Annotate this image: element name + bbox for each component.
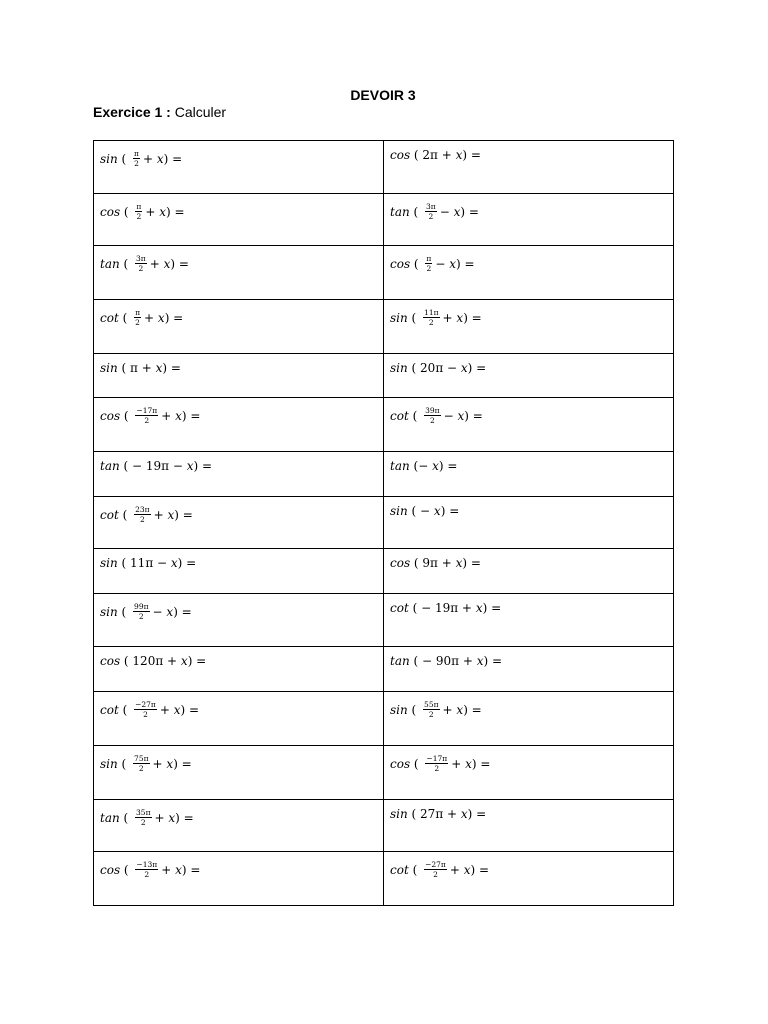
expression-rest: + x) = [161, 863, 201, 877]
expression-rest: − x) = [435, 257, 475, 271]
fraction-denominator: 2 [426, 264, 432, 273]
table-row [94, 194, 674, 246]
fraction-denominator: 2 [139, 515, 145, 524]
expression-rest: − x) = [439, 205, 479, 219]
expression-body: 120π + x) = [132, 654, 207, 668]
fraction-denominator: 2 [144, 870, 150, 879]
trig-expression: sin ( 27π + x) = [390, 807, 487, 821]
expression-body: − 19π − x) = [132, 459, 213, 473]
formula-cell [384, 497, 674, 549]
expression-rest: + x) = [159, 703, 200, 717]
expression-rest: + x) = [154, 811, 194, 825]
formula-cell [384, 852, 674, 906]
formula-cell [384, 246, 674, 300]
fraction [135, 808, 151, 827]
fraction-numerator: 3π [136, 254, 146, 263]
table-row [94, 594, 674, 647]
function-name: sin [390, 311, 408, 325]
expression-rest: + x) = [442, 311, 482, 325]
function-name: tan [390, 205, 410, 219]
table-row [94, 647, 674, 692]
table-row [94, 398, 674, 452]
exercise-heading [93, 104, 226, 120]
fraction-denominator: 2 [429, 416, 435, 425]
formula-cell [384, 800, 674, 852]
expression-body: 11π − x) = [130, 556, 197, 570]
formula-cell [94, 647, 384, 692]
fraction-denominator: 2 [143, 710, 148, 719]
fraction-numerator: 39π [425, 406, 440, 415]
fraction [423, 700, 439, 719]
fraction [134, 505, 150, 524]
fraction-numerator: −27π [425, 860, 446, 869]
fraction-numerator: 11π [424, 308, 439, 317]
trig-expression: cot ( $\frac{23\pi}{2}$ + x) = [100, 505, 193, 524]
function-name: sin [100, 152, 118, 166]
trig-expression: sin ( $\frac{\pi}{2}$ + x) = [100, 149, 183, 168]
function-name: tan [390, 459, 410, 473]
expression-rest: − x) = [152, 605, 192, 619]
fraction [133, 602, 149, 621]
fraction-numerator: −27π [135, 700, 156, 709]
trig-expression: cos ( $\frac{-13\pi}{2}$ + x) = [100, 860, 201, 879]
formula-cell [94, 746, 384, 800]
table-row [94, 354, 674, 398]
trig-expression: cot ( $\frac{\pi}{2}$ + x) = [100, 308, 184, 327]
expression-rest: + x) = [149, 257, 189, 271]
fraction-numerator: 55π [424, 700, 439, 709]
trig-expression: sin ( $\frac{55\pi}{2}$ + x) = [390, 700, 482, 719]
expression-rest: + x) = [153, 508, 193, 522]
fraction-denominator: 2 [433, 870, 438, 879]
table-row [94, 800, 674, 852]
trig-expression: tan ( $\frac{3\pi}{2}$ + x) = [100, 254, 189, 273]
function-name: cot [390, 409, 409, 423]
fraction [135, 202, 142, 221]
expression-body: 9π + x) = [422, 556, 481, 570]
fraction [135, 254, 147, 273]
formula-cell [94, 692, 384, 746]
formula-cell [94, 452, 384, 497]
fraction-denominator: 2 [428, 212, 434, 221]
fraction-denominator: 2 [135, 318, 140, 327]
formula-cell [384, 692, 674, 746]
function-name: cot [390, 601, 409, 615]
table-row [94, 549, 674, 594]
trig-expression: cos ( 120π + x) = [100, 654, 207, 668]
trig-expression: cos ( $\frac{\pi}{2}$ − x) = [390, 254, 475, 273]
trig-expression: cos ( 9π + x) = [390, 556, 481, 570]
formula-cell [94, 194, 384, 246]
function-name: cos [390, 556, 411, 570]
function-name: cos [390, 757, 411, 771]
trig-expression: cos ( 2π + x) = [390, 148, 481, 162]
formula-cell [384, 398, 674, 452]
fraction [423, 308, 439, 327]
expression-rest: + x) = [161, 409, 201, 423]
expression-rest: + x) = [449, 863, 490, 877]
trig-expression: cos ( $\frac{\pi}{2}$ + x) = [100, 202, 185, 221]
exercise-instruction: Calculer [174, 104, 227, 120]
function-name: sin [390, 807, 408, 821]
expression-body: 2π + x) = [422, 148, 481, 162]
expression-body: π + x) = [130, 361, 181, 375]
fraction [424, 860, 447, 879]
fraction-denominator: 2 [434, 764, 440, 773]
expression-body: 20π − x) = [420, 361, 487, 375]
table-row [94, 452, 674, 497]
expression-rest: + x) = [144, 311, 184, 325]
expression-body: − 19π + x) = [417, 601, 502, 615]
formula-cell [94, 800, 384, 852]
trig-expression: sin ( π + x) = [100, 361, 181, 375]
function-name: sin [100, 757, 118, 771]
trig-expression: tan ( − 90π + x) = [390, 654, 503, 668]
formula-cell [384, 354, 674, 398]
fraction-numerator: π [136, 202, 142, 211]
fraction-numerator: π [134, 149, 139, 158]
trig-expression: tan (− x) = [390, 459, 458, 473]
fraction-numerator: −17π [136, 406, 158, 415]
fraction [135, 860, 158, 879]
expression-rest: − x) = [443, 409, 483, 423]
function-name: cot [100, 508, 119, 522]
expression-body: 27π + x) = [420, 807, 487, 821]
fraction-denominator: 2 [138, 612, 144, 621]
fraction [424, 406, 440, 425]
trig-expression: cot ( − 19π + x) = [390, 601, 502, 615]
exercise-label: Exercice 1 : [93, 104, 171, 120]
trig-expression: cot ( $\frac{39\pi}{2}$ − x) = [390, 406, 483, 425]
formula-cell [384, 452, 674, 497]
fraction-denominator: 2 [140, 818, 146, 827]
formula-cell [94, 246, 384, 300]
expression-body: − x) = [420, 504, 460, 518]
formula-cell [384, 194, 674, 246]
table-row [94, 300, 674, 354]
trig-expression: sin ( $\frac{99\pi}{2}$ − x) = [100, 602, 192, 621]
function-name: cos [100, 863, 121, 877]
formula-cell [94, 497, 384, 549]
expression-rest: + x) = [145, 205, 185, 219]
table-row [94, 497, 674, 549]
formula-cell [94, 852, 384, 906]
function-name: sin [100, 361, 118, 375]
function-name: cos [100, 409, 121, 423]
formula-cell [94, 354, 384, 398]
trig-expression: tan ( $\frac{3\pi}{2}$ − x) = [390, 202, 479, 221]
fraction-numerator: −17π [426, 754, 448, 763]
fraction-numerator: −13π [136, 860, 158, 869]
table-row [94, 746, 674, 800]
function-name: cos [390, 148, 411, 162]
function-name: sin [390, 703, 408, 717]
trig-expression: sin ( $\frac{11\pi}{2}$ + x) = [390, 308, 482, 327]
fraction [134, 700, 157, 719]
fraction [133, 754, 149, 773]
function-name: tan [100, 459, 120, 473]
fraction-denominator: 2 [138, 264, 144, 273]
fraction-denominator: 2 [428, 710, 434, 719]
table-row [94, 852, 674, 906]
trig-expression: tan ( − 19π − x) = [100, 459, 213, 473]
function-name: tan [390, 654, 410, 668]
fraction-denominator: 2 [136, 212, 142, 221]
expression-rest: + x) = [142, 152, 183, 166]
exercise-table [93, 140, 674, 906]
trig-expression: sin ( $\frac{75\pi}{2}$ + x) = [100, 754, 192, 773]
fraction-numerator: 99π [134, 602, 149, 611]
function-name: cot [100, 311, 119, 325]
fraction [135, 406, 158, 425]
fraction [425, 754, 448, 773]
formula-cell [94, 300, 384, 354]
table-row [94, 246, 674, 300]
trig-expression: sin ( 20π − x) = [390, 361, 487, 375]
expression-body: − 90π + x) = [422, 654, 503, 668]
formula-cell [384, 594, 674, 647]
function-name: cos [390, 257, 411, 271]
fraction [133, 149, 140, 168]
fraction-numerator: 75π [134, 754, 149, 763]
fraction-numerator: 35π [136, 808, 151, 817]
expression-rest: + x) = [451, 757, 491, 771]
trig-expression: sin ( − x) = [390, 504, 460, 518]
trig-expression: sin ( 11π − x) = [100, 556, 197, 570]
fraction-numerator: π [135, 308, 141, 317]
expression-rest: + x) = [152, 757, 192, 771]
trig-expression: tan ( $\frac{35\pi}{2}$ + x) = [100, 808, 194, 827]
expression-rest: + x) = [442, 703, 482, 717]
table-row [94, 692, 674, 746]
formula-cell [384, 141, 674, 194]
function-name: cot [100, 703, 119, 717]
fraction-denominator: 2 [134, 159, 139, 168]
formula-cell [384, 549, 674, 594]
fraction-denominator: 2 [428, 318, 434, 327]
fraction [134, 308, 141, 327]
fraction-numerator: π [426, 254, 432, 263]
trig-expression: cot ( $\frac{-27\pi}{2}$ + x) = [100, 700, 200, 719]
page-title: DEVOIR 3 [350, 87, 416, 103]
trig-expression: cot ( $\frac{-27\pi}{2}$ + x) = [390, 860, 490, 879]
formula-cell [384, 746, 674, 800]
formula-cell [94, 398, 384, 452]
trig-expression: cos ( $\frac{-17\pi}{2}$ + x) = [390, 754, 491, 773]
function-name: tan [100, 257, 120, 271]
fraction [425, 254, 432, 273]
formula-cell [94, 594, 384, 647]
fraction-denominator: 2 [138, 764, 144, 773]
expression-body: − x) = [418, 459, 458, 473]
formula-cell [384, 647, 674, 692]
function-name: cos [100, 205, 121, 219]
function-name: cot [390, 863, 409, 877]
trig-expression: cos ( $\frac{-17\pi}{2}$ + x) = [100, 406, 201, 425]
table-row [94, 141, 674, 194]
function-name: sin [390, 504, 408, 518]
fraction-denominator: 2 [144, 416, 150, 425]
formula-cell [94, 141, 384, 194]
fraction-numerator: 23π [135, 505, 150, 514]
function-name: tan [100, 811, 120, 825]
function-name: sin [100, 556, 118, 570]
function-name: cos [100, 654, 121, 668]
fraction [425, 202, 437, 221]
formula-cell [94, 549, 384, 594]
function-name: sin [100, 605, 118, 619]
formula-cell [384, 300, 674, 354]
function-name: sin [390, 361, 408, 375]
fraction-numerator: 3π [426, 202, 436, 211]
